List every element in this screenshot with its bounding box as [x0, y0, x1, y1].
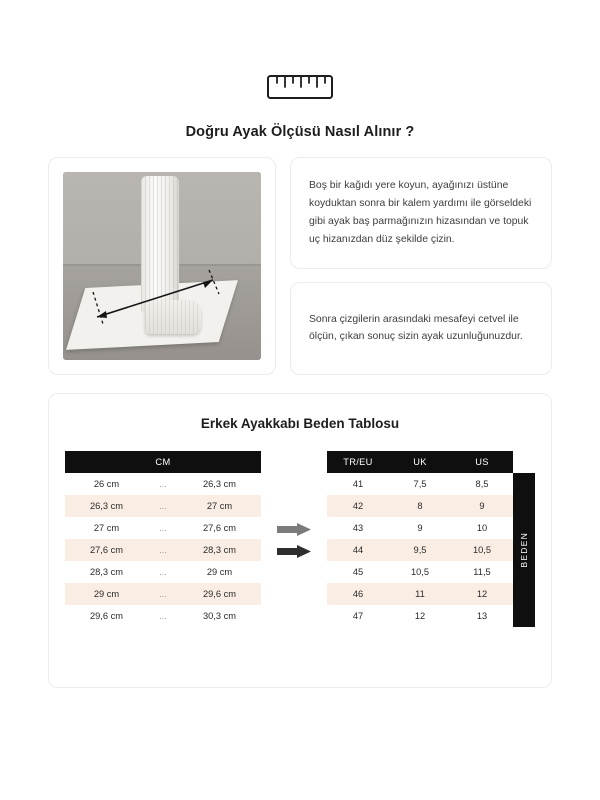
table-row	[327, 605, 513, 627]
cm-separator: ...	[148, 605, 178, 627]
size-us: 10	[451, 517, 513, 539]
cm-from: 27 cm	[65, 517, 148, 539]
table-row	[327, 517, 513, 539]
size-tr-eu: 47	[327, 605, 389, 627]
size-tables-wrapper	[49, 451, 551, 627]
table-row	[327, 495, 513, 517]
instruction-card-1	[290, 157, 552, 269]
size-tr-eu: 44	[327, 539, 389, 561]
page-title: Doğru Ayak Ölçüsü Nasıl Alınır ?	[185, 124, 415, 140]
cm-table-header: CM	[65, 451, 261, 473]
size-us: 8,5	[451, 473, 513, 495]
size-table-title: Erkek Ayakkabı Beden Tablosu	[200, 416, 400, 431]
cm-separator: ...	[148, 517, 178, 539]
cm-separator: ...	[148, 539, 178, 561]
instructions-section	[48, 157, 552, 375]
cm-separator: ...	[148, 495, 178, 517]
cm-to: 27,6 cm	[178, 517, 261, 539]
size-header-uk: UK	[389, 451, 451, 473]
arrow-right-icon	[277, 545, 311, 558]
table-row	[65, 561, 261, 583]
size-tr-eu: 45	[327, 561, 389, 583]
cm-from: 29,6 cm	[65, 605, 148, 627]
cm-to: 29 cm	[178, 561, 261, 583]
cm-to: 27 cm	[178, 495, 261, 517]
cm-from: 27,6 cm	[65, 539, 148, 561]
size-us: 10,5	[451, 539, 513, 561]
measure-arrow-overlay	[63, 172, 261, 360]
arrow-right-icon	[277, 523, 311, 536]
foot-measure-photo-card	[48, 157, 276, 375]
instruction-text-1: Boş bir kağıdı yere koyun, ayağınızı üstüne koyduktan sonra bir kalem yardımı ile görseldeki gibi ayak baş parmağınızın hizasından ve topuk uç hizanızdan düz şekilde çizin.	[309, 180, 532, 245]
table-row	[327, 583, 513, 605]
size-tr-eu: 42	[327, 495, 389, 517]
size-uk: 9,5	[389, 539, 451, 561]
size-header-us: US	[451, 451, 513, 473]
cm-table	[65, 451, 261, 627]
beden-side-label	[513, 473, 535, 627]
foot-measure-photo	[63, 172, 261, 360]
page-header	[0, 0, 600, 140]
size-table-wrapper	[327, 451, 535, 627]
size-table-card	[48, 393, 552, 688]
size-uk: 8	[389, 495, 451, 517]
size-us: 12	[451, 583, 513, 605]
instruction-text-2: Sonra çizgilerin arasındaki mesafeyi cetvel ile ölçün, çıkan sonuç sizin ayak uzunluğunuzdur.	[309, 313, 523, 343]
table-row	[65, 495, 261, 517]
size-uk: 11	[389, 583, 451, 605]
table-row	[327, 539, 513, 561]
size-header-tr-eu: TR/EU	[327, 451, 389, 473]
cm-separator: ...	[148, 583, 178, 605]
cm-from: 26 cm	[65, 473, 148, 495]
cm-to: 30,3 cm	[178, 605, 261, 627]
size-table-header-row	[327, 451, 513, 473]
size-us: 13	[451, 605, 513, 627]
size-us: 9	[451, 495, 513, 517]
arrow-group	[261, 451, 327, 558]
cm-to: 29,6 cm	[178, 583, 261, 605]
size-tr-eu: 43	[327, 517, 389, 539]
cm-from: 29 cm	[65, 583, 148, 605]
size-us: 11,5	[451, 561, 513, 583]
beden-side-label-text: BEDEN	[519, 532, 529, 568]
cm-separator: ...	[148, 561, 178, 583]
cm-table-header-row	[65, 451, 261, 473]
instruction-text-column	[290, 157, 552, 375]
ruler-icon	[266, 70, 334, 104]
size-uk: 12	[389, 605, 451, 627]
cm-separator: ...	[148, 473, 178, 495]
size-tr-eu: 41	[327, 473, 389, 495]
size-uk: 7,5	[389, 473, 451, 495]
size-uk: 10,5	[389, 561, 451, 583]
size-table	[327, 451, 513, 627]
table-row	[327, 473, 513, 495]
size-uk: 9	[389, 517, 451, 539]
table-row	[65, 517, 261, 539]
table-row	[65, 539, 261, 561]
cm-to: 28,3 cm	[178, 539, 261, 561]
cm-from: 28,3 cm	[65, 561, 148, 583]
table-row	[65, 473, 261, 495]
size-tr-eu: 46	[327, 583, 389, 605]
table-row	[65, 605, 261, 627]
cm-to: 26,3 cm	[178, 473, 261, 495]
table-row	[65, 583, 261, 605]
instruction-card-2	[290, 282, 552, 375]
table-row	[327, 561, 513, 583]
cm-from: 26,3 cm	[65, 495, 148, 517]
